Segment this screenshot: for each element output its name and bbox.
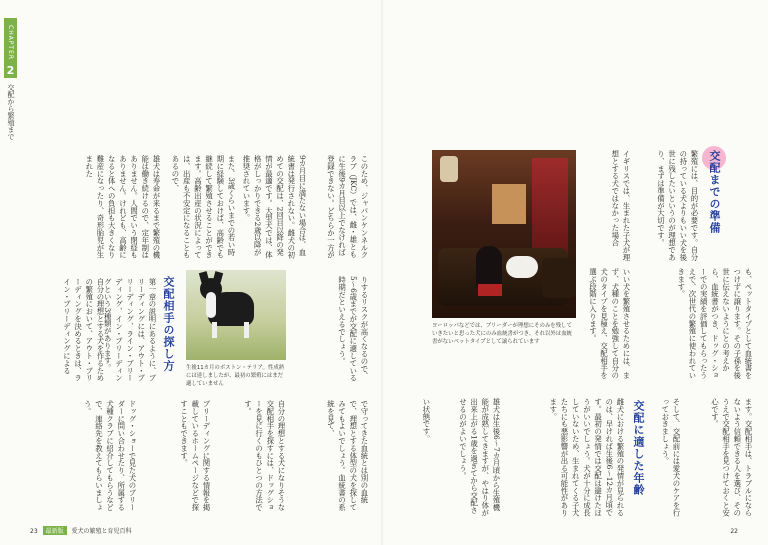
right-lower-col-2: そして、交配前には愛犬のケアを行っておきましょう。 <box>660 398 681 517</box>
right-page-number: 22 <box>730 528 738 535</box>
edition-badge: 最新版 <box>43 526 67 535</box>
left-body-bottom-col-3: 自分の理想とする犬を作るための繁殖において、アウト・ブリーディングを決めるときは、ライン・ブリーディングによる <box>62 278 105 382</box>
left-lower-col-1: で守ってきた血統とは別の血統で、理想とする体型の犬を探してみてもよいでしょう。血統書の系統を見て、 <box>326 400 369 511</box>
right-section-heading-bottom: 交配に適した年齢 <box>632 400 645 496</box>
left-body-col-4: 雄犬は寿命が来るまで繁殖の機能は働き続けるので、定年制はありません。人間でいう閉経もありません。けれども、高齢になると体への負担も大きくなり難産になったり、奇形胎児が生まれた <box>84 155 161 259</box>
right-lower-col-5: い状態です。 <box>422 398 431 443</box>
left-page-number: 23 <box>30 528 38 535</box>
right-lower-col-3: 雌犬における繁殖の発情が見られるのは、早ければ生後6〜12カ月頃です。最初の発情では交配は避けたほうがいいでしょう。犬が十分に成長していないため、生まれてくる子犬たちにも悪影響が出る可能性があります。 <box>548 398 625 517</box>
interior-photo-caption: ヨーロッパなどでは、ブリーダーが理想にそのみを残していきたいと思った犬にのみ血統書がつき、それ以外は血統書がないペットタイプとして譲られています <box>432 323 572 345</box>
chapter-number: 2 <box>4 64 17 78</box>
right-body-col-3: も、ペットタイプとして血統書をつけずに譲ります。その子孫を後世に伝えないようにとの考えから、血統書がつき、ドッグ・ショーでの実績を評価してもらったうえで、次世代の繁殖に使われていきます。 <box>676 268 753 379</box>
chapter-title: 交配から繁殖まで <box>7 84 15 140</box>
right-body-col-2: イギリスでは、生まれた子犬が理想とする犬ではなかった場合 <box>610 150 631 261</box>
left-body-col-3: また、3歳くらいまでの若い時期に経験しておけば、高齢でも継続して繁殖させることができます。高齢出産の状況によっては、出産も不安定になることもあるので、 <box>170 155 236 259</box>
left-body-bottom-col-1: りするリスクが高くなるので、5〜6歳までが交配に適している時期だといえるでしょう。 <box>337 276 369 382</box>
dog-photo-caption: 生後11カ月のボストン・テリア。性成熟には達しましたが、最初の繁殖にはまだ適していません <box>186 365 285 387</box>
book-title: 愛犬の繁殖と育児百科 <box>71 528 132 535</box>
left-section-heading: 交配相手の探し方 <box>162 276 175 372</box>
boston-terrier-photo <box>186 270 286 360</box>
right-body-col-1: 繁殖には、目的が必要です。自分の持っている犬よりもいい犬を後世に残したいというのが理想であり、まずは準備が大切です。 <box>656 150 699 261</box>
left-lower-col-2: 自分の理想とする犬になりそうな交配相手を探すには、ドッグショーを見に行くのもひとつの方法です。 <box>243 400 286 511</box>
right-body-col-4: いい犬を繁殖させるためには、まず、犬種のことを勉強して自分の犬のタイプを見極え、交配相手を選ぶ段階に入ります。 <box>588 268 631 379</box>
interior-photo <box>432 150 576 318</box>
right-section-heading-top: 交配までの準備 <box>708 150 721 234</box>
right-folio <box>730 528 738 535</box>
left-lower-col-4: ドッグ・ショーで見た犬のブリーダーに問い合わせたり、所属する犬種クラブに紹介してもらうなどで、連絡先を教えてもらいましょう。 <box>83 400 137 511</box>
left-body-col-2: 9カ月目に満たない場合は、血統書は発行されない。雌犬の初めての交配は、2回目以降の発情が最適です。大型犬では、体格がしっかりできる2歳以降が推奨されています。 <box>241 155 307 259</box>
left-body-bottom-col-2: 第一章の説明にあるように、ブリーディングには、アウト・ブリーディング、ライン・ブリーディング、イン・ブリーディングという3種類があります。 <box>103 278 157 382</box>
right-lower-col-4: 雄犬は生後6〜7カ月頃から生殖機能が成熟してきますが、やはり体が出来上がる1歳を過ぎてから交配させるのがよいでしょう。 <box>458 398 501 517</box>
left-folio <box>30 526 132 535</box>
left-body-col-1: このため、ジャパンケンネルクラブ（JKC）では、雌・雄ともに生後9カ月目以上でなければ登録できない。どちらか一方が <box>326 155 369 259</box>
left-lower-col-3: ブリーディングに関する情報を掲載しているホームページなどで探すこともできます。 <box>179 400 211 511</box>
right-lower-col-1: ます。交配相手は、トラブルにならないよう信頼できる人を選び、そのうえで交配相手を見つけておくと安心です。 <box>710 398 753 517</box>
chapter-tab: CHAPTER <box>4 18 17 68</box>
right-page <box>384 0 768 545</box>
